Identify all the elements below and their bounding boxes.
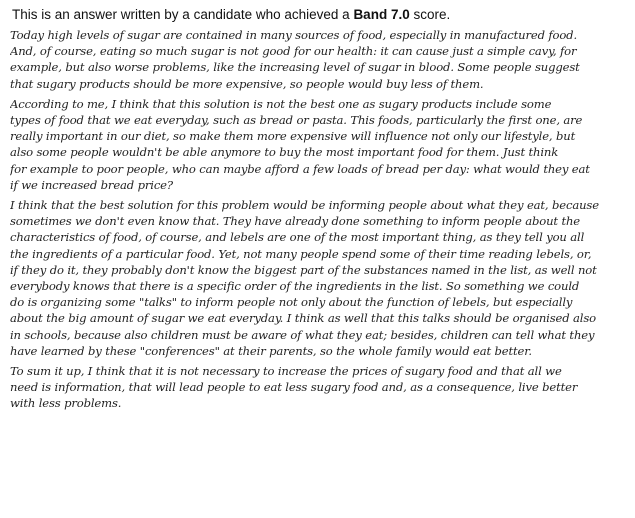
essay-paragraph-4 [10, 363, 627, 412]
essay-line: that sugary products should be more expensive, so people would buy less of them. [10, 76, 484, 91]
essay-line: need is information, that will lead people to eat less sugary food and, as a consequence, live better [10, 380, 578, 395]
essay-line: if they do it, they probably don't know the biggest part of the substances named in the list, as well not [10, 262, 597, 277]
band-score-label: Band 7.0 [353, 7, 410, 22]
essay-paragraph-3 [10, 197, 627, 359]
essay-line: for example to poor people, who can maybe afford a few loads of bread per day: what would they eat [10, 161, 590, 176]
essay-line: sometimes we don't even know that. They have already done something to inform people about the [10, 214, 580, 229]
essay-line: the ingredients of a particular food. Yet, not many people spend some of their time reading lebels, or, [10, 246, 592, 261]
essay-paragraph-1 [10, 27, 627, 92]
essay-line: types of food that we eat everyday, such as bread or pasta. This foods, particularly the first one, are [10, 113, 583, 128]
essay-line: To sum it up, I think that it is not necessary to increase the prices of sugary food and that all we [10, 364, 562, 379]
essay-line: example, but also worse problems, like the increasing level of sugar in blood. Some people suggest [10, 60, 580, 75]
essay-line: everybody knows that there is a specific order of the ingredients in the list. So something we could [10, 279, 580, 294]
essay-line: about the big amount of sugar we eat everyday. I think as well that this talks should be organised also [10, 311, 596, 326]
essay-line: And, of course, eating so much sugar is not good for our health: it can cause just a simple cavy, for [10, 44, 577, 59]
essay-line: if we increased bread price? [10, 177, 173, 192]
essay-line: really important in our diet, so make them more expensive will influence not only our lifestyle, but [10, 129, 576, 144]
essay-line: also some people wouldn't be able anymore to buy the most important food for them. Just think [10, 145, 559, 160]
essay-line: characteristics of food, of course, and lebels are one of the most important thing, as they tell you all [10, 230, 585, 245]
essay-line: do is organizing some "talks" to inform people not only about the function of lebels, but especially [10, 295, 573, 310]
header-intro-text: This is an answer written by a candidate who achieved a [12, 7, 354, 22]
essay-paragraph-2 [10, 96, 627, 193]
handwritten-essay [10, 27, 627, 412]
essay-line: with less problems. [10, 396, 122, 411]
essay-line: in schools, because also children must be aware of what they eat; besides, children can tell what they [10, 327, 595, 342]
essay-line: have learned by these "conferences" at their parents, so the whole family would eat better. [10, 343, 532, 358]
header-outro-text: score. [409, 7, 451, 22]
essay-line: Today high levels of sugar are contained in many sources of food, especially in manufactured food. [10, 28, 577, 42]
band-score-header [12, 6, 627, 24]
essay-line: According to me, I think that this solution is not the best one as sugary products include some [10, 96, 552, 111]
essay-line: I think that the best solution for this problem would be informing people about what they eat, because [10, 198, 599, 213]
